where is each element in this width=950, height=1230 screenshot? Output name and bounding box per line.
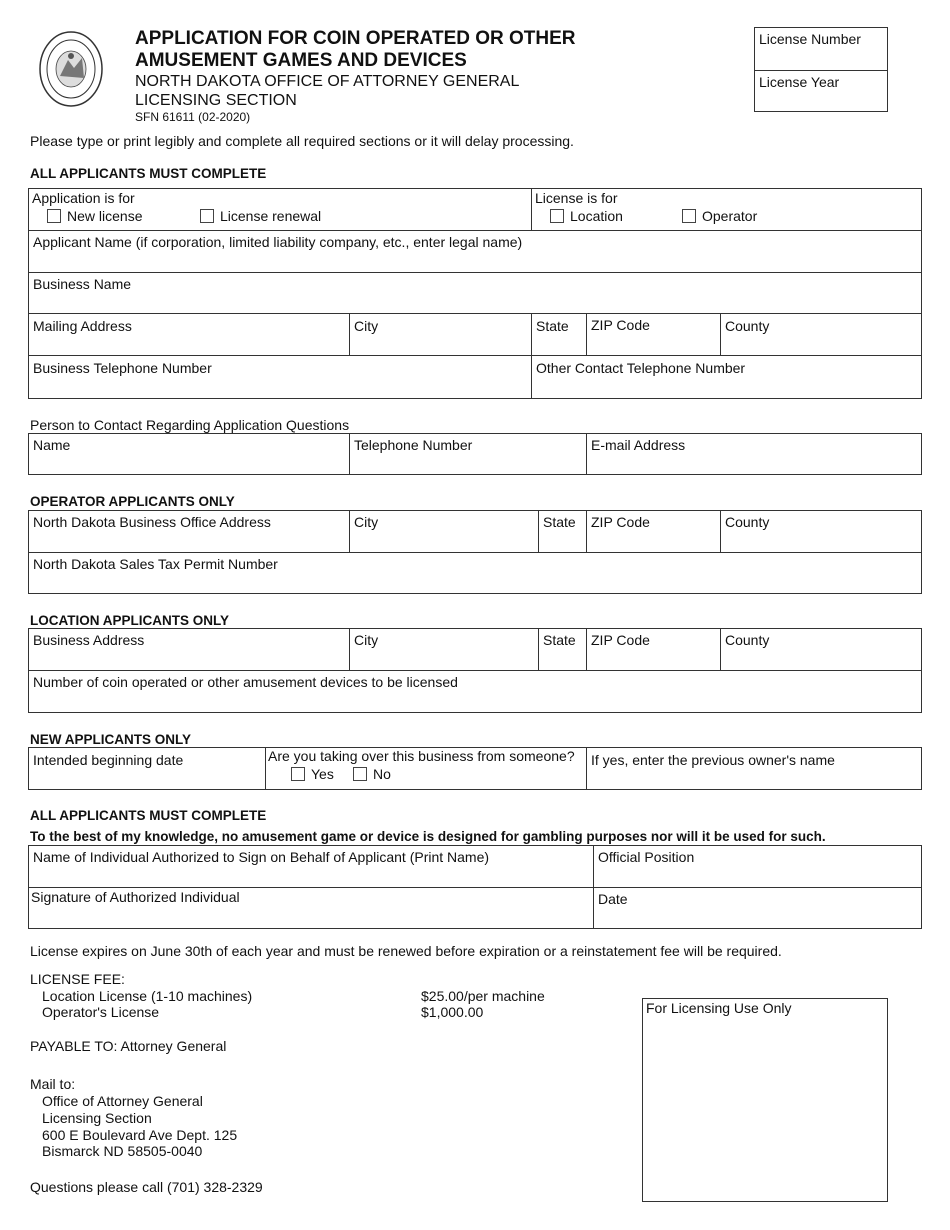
gambling-statement: To the best of my knowledge, no amusement game or device is designed for gambling purposes nor will it be used for such. bbox=[30, 829, 826, 844]
location-state-field[interactable]: State bbox=[543, 632, 576, 648]
city-field[interactable]: City bbox=[354, 318, 379, 334]
signature-field[interactable]: Signature of Authorized Individual bbox=[31, 889, 240, 905]
takeover-yes-label: Yes bbox=[311, 766, 334, 782]
operator-county-field[interactable]: County bbox=[725, 514, 770, 530]
takeover-yes-checkbox[interactable] bbox=[291, 767, 305, 781]
section-name: LICENSING SECTION bbox=[135, 92, 297, 109]
location-label: Location bbox=[570, 208, 623, 224]
operator-zip-field[interactable]: ZIP Code bbox=[591, 514, 650, 530]
applicant-info-grid bbox=[28, 188, 922, 399]
mail-address-line1: Office of Attorney General bbox=[42, 1093, 203, 1109]
license-renewal-label: License renewal bbox=[220, 208, 322, 224]
licensing-use-box bbox=[642, 998, 888, 1202]
mail-address-line4: Bismarck ND 58505-0040 bbox=[42, 1143, 203, 1159]
location-option[interactable] bbox=[550, 208, 623, 224]
license-renewal-checkbox[interactable] bbox=[200, 209, 214, 223]
business-name-field[interactable]: Business Name bbox=[33, 276, 132, 292]
operator-option[interactable] bbox=[682, 208, 757, 224]
license-number-field[interactable] bbox=[755, 28, 887, 70]
new-license-label: New license bbox=[67, 208, 143, 224]
operator-state-field[interactable]: State bbox=[543, 514, 576, 530]
county-field[interactable]: County bbox=[725, 318, 770, 334]
operator-office-address-field[interactable]: North Dakota Business Office Address bbox=[33, 514, 271, 530]
application-for-label: Application is for bbox=[32, 190, 135, 206]
fee-label: LICENSE FEE: bbox=[30, 971, 125, 987]
license-year-field[interactable] bbox=[755, 70, 887, 111]
form-number: SFN 61611 (02-2020) bbox=[135, 110, 251, 124]
takeover-no-checkbox[interactable] bbox=[353, 767, 367, 781]
location-zip-field[interactable]: ZIP Code bbox=[591, 632, 650, 648]
takeover-no-option[interactable] bbox=[353, 766, 391, 782]
operator-city-field[interactable]: City bbox=[354, 514, 379, 530]
official-position-field[interactable]: Official Position bbox=[598, 849, 695, 865]
takeover-question: Are you taking over this business from someone? bbox=[268, 748, 575, 764]
new-license-checkbox[interactable] bbox=[47, 209, 61, 223]
takeover-yes-option[interactable] bbox=[291, 766, 334, 782]
fee-location-label: Location License (1-10 machines) bbox=[42, 988, 253, 1004]
mailing-address-field[interactable]: Mailing Address bbox=[33, 318, 132, 334]
state-seal bbox=[38, 30, 104, 108]
location-checkbox[interactable] bbox=[550, 209, 564, 223]
fee-operator-amount: $1,000.00 bbox=[421, 1004, 484, 1020]
other-phone-field[interactable]: Other Contact Telephone Number bbox=[536, 360, 746, 376]
section-heading-new: NEW APPLICANTS ONLY bbox=[30, 732, 192, 747]
section-heading-signature: ALL APPLICANTS MUST COMPLETE bbox=[30, 808, 267, 823]
fee-location-amount: $25.00/per machine bbox=[421, 988, 545, 1004]
contact-name-field[interactable]: Name bbox=[33, 437, 71, 453]
signature-grid bbox=[28, 845, 922, 929]
license-renewal-option[interactable] bbox=[200, 208, 321, 224]
mail-to-label: Mail to: bbox=[30, 1076, 76, 1092]
office-name: NORTH DAKOTA OFFICE OF ATTORNEY GENERAL bbox=[135, 73, 520, 90]
location-city-field[interactable]: City bbox=[354, 632, 379, 648]
mail-address-line2: Licensing Section bbox=[42, 1110, 152, 1126]
applicant-name-field[interactable]: Applicant Name (if corporation, limited liability company, etc., enter legal name) bbox=[33, 234, 523, 250]
device-count-field[interactable]: Number of coin operated or other amusement devices to be licensed bbox=[33, 674, 458, 690]
contact-phone-field[interactable]: Telephone Number bbox=[354, 437, 473, 453]
form-title-line2: AMUSEMENT GAMES AND DEVICES bbox=[135, 50, 467, 71]
section-heading-location: LOCATION APPLICANTS ONLY bbox=[30, 613, 230, 628]
form-title-line1: APPLICATION FOR COIN OPERATED OR OTHER bbox=[135, 28, 576, 49]
date-field[interactable]: Date bbox=[598, 891, 628, 907]
license-box bbox=[754, 27, 888, 112]
section-heading-operator: OPERATOR APPLICANTS ONLY bbox=[30, 494, 235, 509]
new-license-option[interactable] bbox=[47, 208, 142, 224]
business-phone-field[interactable]: Business Telephone Number bbox=[33, 360, 212, 376]
print-name-field[interactable]: Name of Individual Authorized to Sign on Behalf of Applicant (Print Name) bbox=[33, 849, 490, 865]
location-county-field[interactable]: County bbox=[725, 632, 770, 648]
license-for-label: License is for bbox=[535, 190, 618, 206]
location-business-address-field[interactable]: Business Address bbox=[33, 632, 145, 648]
location-grid bbox=[28, 628, 922, 713]
operator-checkbox[interactable] bbox=[682, 209, 696, 223]
contact-heading: Person to Contact Regarding Application Questions bbox=[30, 417, 350, 433]
license-number-label: License Number bbox=[759, 31, 861, 47]
new-applicants-grid bbox=[28, 747, 922, 790]
instructions: Please type or print legibly and complete all required sections or it will delay processing. bbox=[30, 133, 574, 149]
licensing-use-label: For Licensing Use Only bbox=[646, 1000, 792, 1016]
expiry-notice: License expires on June 30th of each year and must be renewed before expiration or a reinstatement fee will be required. bbox=[30, 943, 782, 959]
zip-field[interactable]: ZIP Code bbox=[591, 317, 650, 333]
beginning-date-field[interactable]: Intended beginning date bbox=[33, 752, 184, 768]
payable-to: PAYABLE TO: Attorney General bbox=[30, 1038, 227, 1054]
operator-grid bbox=[28, 510, 922, 594]
contact-email-field[interactable]: E-mail Address bbox=[591, 437, 686, 453]
contact-grid bbox=[28, 433, 922, 475]
state-field[interactable]: State bbox=[536, 318, 569, 334]
section-heading-all: ALL APPLICANTS MUST COMPLETE bbox=[30, 166, 267, 181]
takeover-no-label: No bbox=[373, 766, 391, 782]
operator-label: Operator bbox=[702, 208, 758, 224]
previous-owner-field[interactable]: If yes, enter the previous owner's name bbox=[591, 752, 835, 768]
license-year-label: License Year bbox=[759, 74, 840, 90]
mail-address-line3: 600 E Boulevard Ave Dept. 125 bbox=[42, 1127, 238, 1143]
sales-tax-permit-field[interactable]: North Dakota Sales Tax Permit Number bbox=[33, 556, 278, 572]
questions-phone: Questions please call (701) 328-2329 bbox=[30, 1179, 263, 1195]
fee-operator-label: Operator's License bbox=[42, 1004, 160, 1020]
